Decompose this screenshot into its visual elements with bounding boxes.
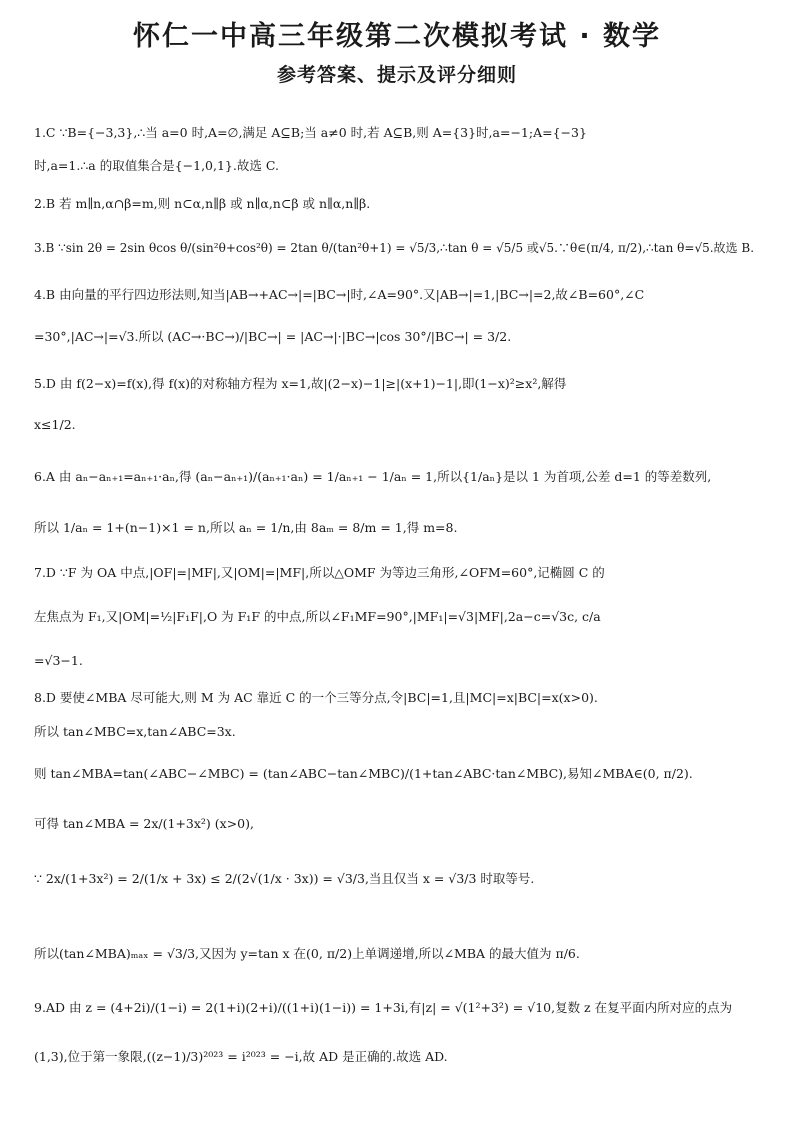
answer-line: 1.C ∵B={−3,3},∴当 a=0 时,A=∅,满足 A⊆B;当 a≠0 时,若 A⊆B,则 A={3}时,a=−1;A={−3}	[34, 125, 587, 140]
answer-line: 则 tan∠MBA=tan(∠ABC−∠MBC) = (tan∠ABC−tan∠MBC)/(1+tan∠ABC·tan∠MBC),易知∠MBA∈(0, π/2).	[34, 766, 693, 781]
answer-line: =√3−1.	[34, 653, 83, 668]
page-subtitle: 参考答案、提示及评分细则	[276, 64, 517, 86]
answer-line: 2.B 若 m∥n,α∩β=m,则 n⊂α,n∥β 或 n∥α,n⊂β 或 n∥α,n∥β.	[34, 196, 371, 211]
answer-line: 左焦点为 F₁,又|OM|=½|F₁F|,O 为 F₁F 的中点,所以∠F₁MF=90°,|MF₁|=√3|MF|,2a−c=√3c, c/a	[34, 609, 601, 624]
answer-line: 时,a=1.∴a 的取值集合是{−1,0,1}.故选 C.	[34, 158, 279, 173]
answer-line: 6.A 由 aₙ−aₙ₊₁=aₙ₊₁·aₙ,得 (aₙ−aₙ₊₁)/(aₙ₊₁·aₙ) = 1/aₙ₊₁ − 1/aₙ = 1,所以{1/aₙ}是以 1 为首项,公差 d=1 的等差数列,	[34, 469, 712, 484]
answer-line: =30°,|AC→|=√3.所以 (AC→·BC→)/|BC→| = |AC→|·|BC→|cos 30°/|BC→| = 3/2.	[34, 329, 512, 344]
answer-line: 可得 tan∠MBA = 2x/(1+3x²) (x>0),	[34, 816, 254, 831]
page-title: 怀仁一中高三年级第二次模拟考试 · 数学	[132, 21, 662, 52]
answer-line: (1,3),位于第一象限,((z−1)/3)²⁰²³ = i²⁰²³ = −i,故 AD 是正确的.故选 AD.	[34, 1049, 448, 1064]
answer-line: 4.B 由向量的平行四边形法则,知当|AB→+AC→|=|BC→|时,∠A=90°.又|AB→|=1,|BC→|=2,故∠B=60°,∠C	[34, 287, 645, 302]
answer-line: 所以(tan∠MBA)ₘₐₓ = √3/3,又因为 y=tan x 在(0, π/2)上单调递增,所以∠MBA 的最大值为 π/6.	[34, 946, 580, 961]
answer-line: 8.D 要使∠MBA 尽可能大,则 M 为 AC 靠近 C 的一个三等分点,令|BC|=1,且|MC|=x|BC|=x(x>0).	[34, 690, 598, 705]
answer-line: 所以 1/aₙ = 1+(n−1)×1 = n,所以 aₙ = 1/n,由 8aₘ = 8/m = 1,得 m=8.	[34, 520, 458, 535]
answer-line: ∵ 2x/(1+3x²) = 2/(1/x + 3x) ≤ 2/(2√(1/x · 3x)) = √3/3,当且仅当 x = √3/3 时取等号.	[34, 871, 535, 886]
answer-line: 所以 tan∠MBC=x,tan∠ABC=3x.	[34, 724, 236, 739]
answer-line: 3.B ∵sin 2θ = 2sin θcos θ/(sin²θ+cos²θ) = 2tan θ/(tan²θ+1) = √5/3,∴tan θ = √5/5 或√5.∵θ∈(π/4, π/2),∴tan θ=√5.故选 B.	[34, 241, 755, 255]
answer-line: 5.D 由 f(2−x)=f(x),得 f(x)的对称轴方程为 x=1,故|(2−x)−1|≥|(x+1)−1|,即(1−x)²≥x²,解得	[34, 376, 567, 391]
answer-line: 9.AD 由 z = (4+2i)/(1−i) = 2(1+i)(2+i)/((1+i)(1−i)) = 1+3i,有|z| = √(1²+3²) = √10,复数 z 在复平面内所对应的点为	[34, 1000, 733, 1015]
answer-line: x≤1/2.	[34, 417, 76, 432]
answer-line: 7.D ∵F 为 OA 中点,|OF|=|MF|,又|OM|=|MF|,所以△OMF 为等边三角形,∠OFM=60°,记椭圆 C 的	[34, 565, 605, 580]
